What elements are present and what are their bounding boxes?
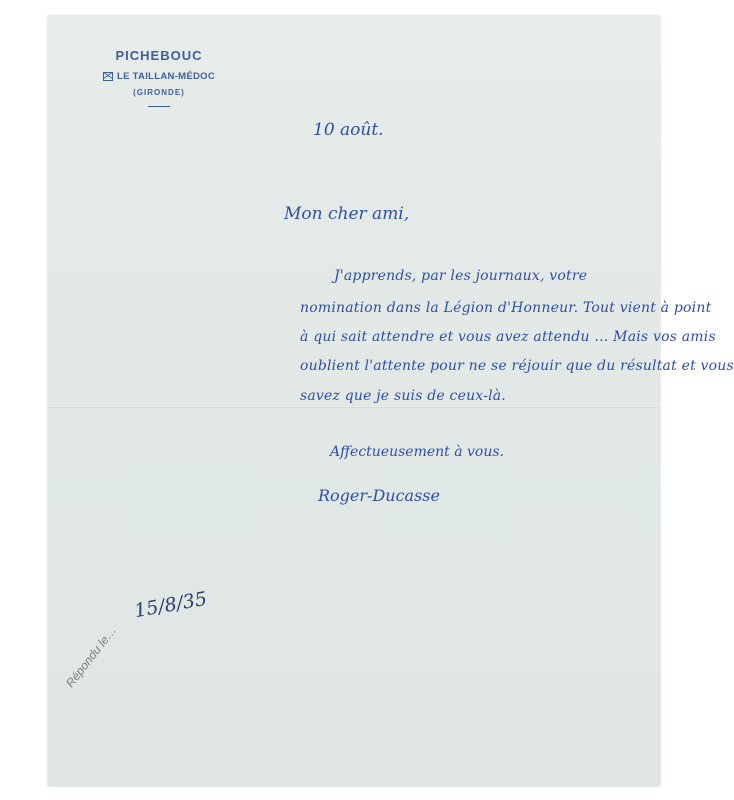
letterhead-region: (GIRONDE): [133, 88, 185, 97]
letter-salutation: Mon cher ami,: [284, 204, 410, 224]
letter-closing: Affectueusement à vous.: [330, 444, 505, 460]
letter-body-line: nomination dans la Légion d'Honneur. Tout vient à point: [300, 300, 712, 316]
letter-sheet: [48, 16, 734, 786]
envelope-icon: [103, 72, 113, 81]
letterhead: [84, 48, 234, 107]
letter-body-line: à qui sait attendre et vous avez attendu … Mais vos amis: [300, 329, 716, 345]
letterhead-address-line: [84, 71, 234, 82]
letter-body-line: savez que je suis de ceux-là.: [300, 388, 506, 404]
letter-signature: Roger-Ducasse: [318, 486, 440, 505]
letter-body-line: oublient l'attente pour ne se réjouir que du résultat et vous: [300, 358, 734, 374]
paper-fold-line: [48, 406, 660, 408]
letterhead-address: LE TAILLAN-MÉDOC: [116, 71, 216, 82]
letter-date: 10 août.: [313, 120, 384, 140]
reply-stamp-date: 15/8/35: [132, 587, 209, 623]
letterhead-name: PICHEBOUC: [115, 48, 203, 63]
reply-stamp-label: Répondu le…: [62, 623, 120, 690]
letter-body-line: J'apprends, par les journaux, votre: [334, 268, 588, 284]
letterhead-rule: [148, 106, 170, 107]
